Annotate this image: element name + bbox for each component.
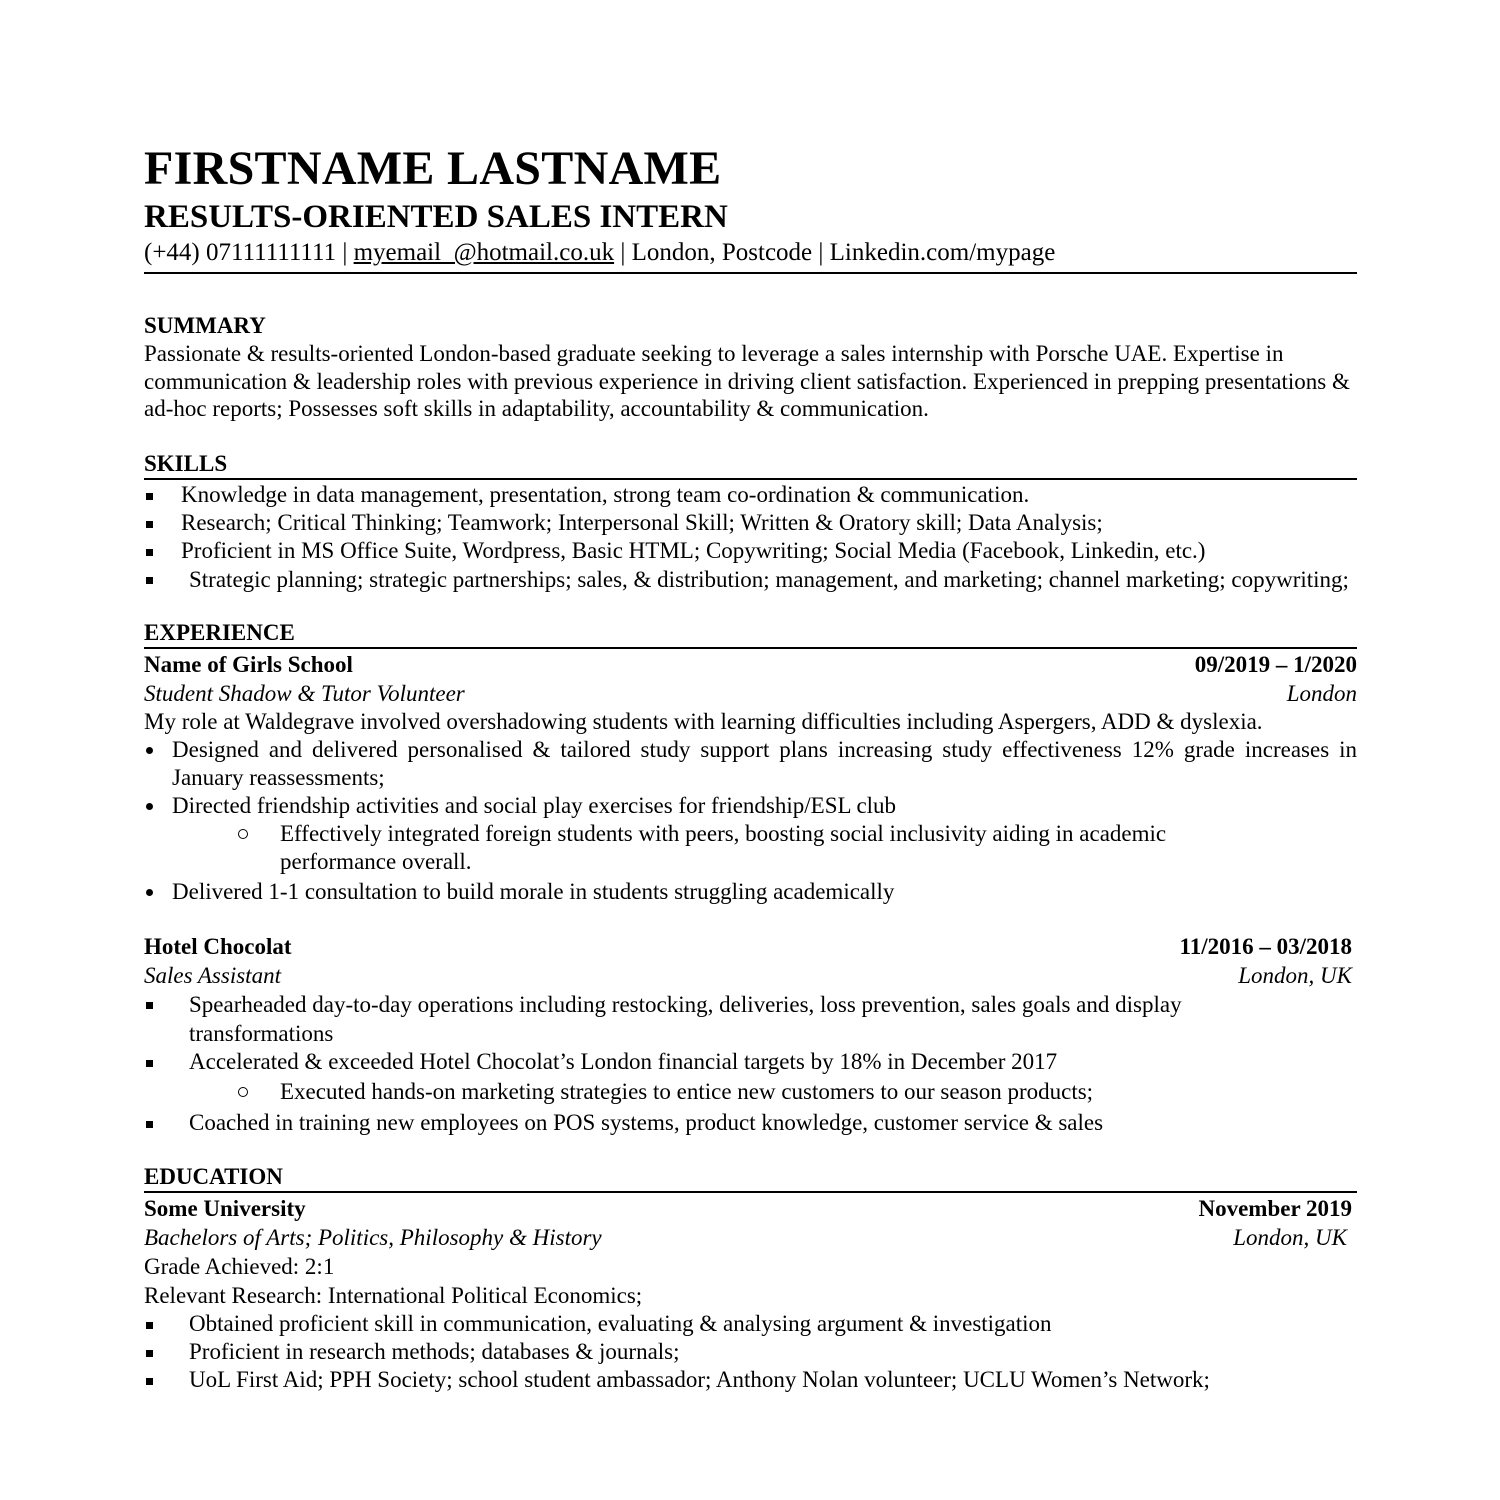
summary-heading: SUMMARY bbox=[144, 313, 266, 338]
job-bullets bbox=[144, 990, 1357, 1076]
graduation-date: November 2019 bbox=[1198, 1195, 1352, 1221]
job-role: Sales Assistant bbox=[144, 962, 281, 988]
skills-heading: SKILLS bbox=[144, 450, 1357, 480]
job-org: Name of Girls School bbox=[144, 651, 353, 677]
education-heading: EDUCATION bbox=[144, 1163, 1357, 1193]
list-item: Coached in training new employees on POS systems, product knowledge, customer service & sales bbox=[144, 1109, 1357, 1137]
list-item: Directed friendship activities and social play exercises for friendship/ESL club bbox=[144, 792, 1357, 820]
email-link[interactable]: myemail_@hotmail.co.uk bbox=[353, 239, 615, 266]
location: London, Postcode bbox=[631, 239, 813, 266]
job-bullets bbox=[144, 878, 1357, 906]
job-place: London, UK bbox=[1238, 962, 1352, 988]
list-item: Spearheaded day-to-day operations including restocking, deliveries, loss prevention, sales goals and display transformations bbox=[144, 990, 1357, 1048]
degree: Bachelors of Arts; Politics, Philosophy & History bbox=[144, 1224, 602, 1250]
list-item: Designed and delivered personalised & tailored study support plans increasing study effectiveness 12% grade increases in January reassessments; bbox=[144, 736, 1357, 792]
job-intro: My role at Waldegrave involved overshadowing students with learning difficulties including Aspergers, ADD & dyslexia. bbox=[144, 708, 1263, 734]
grade: Grade Achieved: 2:1 bbox=[144, 1253, 335, 1279]
list-item: Accelerated & exceeded Hotel Chocolat’s London financial targets by 18% in December 2017 bbox=[144, 1048, 1357, 1076]
job-dates: 09/2019 – 1/2020 bbox=[1194, 651, 1357, 677]
job-entry bbox=[144, 650, 1357, 906]
school-name: Some University bbox=[144, 1195, 306, 1221]
candidate-title: RESULTS-ORIENTED SALES INTERN bbox=[144, 199, 728, 235]
job-bullets bbox=[144, 736, 1357, 820]
job-place: London bbox=[1286, 680, 1357, 706]
education-bullets bbox=[144, 1310, 1357, 1394]
list-item: UoL First Aid; PPH Society; school student ambassador; Anthony Nolan volunteer; UCLU Women’s Network; bbox=[144, 1366, 1357, 1394]
list-item: Proficient in research methods; databases & journals; bbox=[144, 1338, 1357, 1366]
list-item: Research; Critical Thinking; Teamwork; Interpersonal Skill; Written & Oratory skill; Data Analysis; bbox=[144, 509, 1357, 537]
list-item: Obtained proficient skill in communication, evaluating & analysing argument & investigation bbox=[144, 1310, 1357, 1338]
job-header bbox=[144, 932, 1357, 961]
research: Relevant Research: International Political Economics; bbox=[144, 1282, 643, 1308]
skills-list bbox=[144, 481, 1357, 595]
experience-heading: EXPERIENCE bbox=[144, 619, 1357, 649]
list-item: Executed hands-on marketing strategies to entice new customers to our season products; bbox=[144, 1078, 1357, 1106]
contact-line: (+44) 07111111111 | myemail_@hotmail.co.uk | London, Postcode | Linkedin.com/mypage bbox=[144, 236, 1357, 274]
job-role: Student Shadow & Tutor Volunteer bbox=[144, 680, 465, 706]
education-entry bbox=[144, 1194, 1357, 1394]
job-subheader bbox=[144, 961, 1357, 990]
phone: (+44) 07111111111 bbox=[144, 239, 337, 266]
school-place: London, UK bbox=[1233, 1224, 1347, 1250]
job-header bbox=[144, 650, 1357, 679]
job-entry bbox=[144, 932, 1357, 1137]
job-dates: 11/2016 – 03/2018 bbox=[1179, 933, 1352, 959]
education-subheader bbox=[144, 1223, 1357, 1252]
list-item: Effectively integrated foreign students with peers, boosting social inclusivity aiding in academic performance overall. bbox=[144, 820, 1357, 876]
job-bullets bbox=[144, 1109, 1357, 1137]
linkedin-link[interactable]: Linkedin.com/mypage bbox=[829, 239, 1056, 266]
summary-text: Passionate & results-oriented London-based graduate seeking to leverage a sales internship with Porsche UAE. Expertise in communication & leadership roles with previous experience in driving client satisfaction. Experienced in prepping presentations & ad-hoc reports; Possesses soft skills in adaptability, accountability & communication. bbox=[144, 341, 1350, 421]
job-sub-bullets bbox=[144, 820, 1357, 876]
list-item: Proficient in MS Office Suite, Wordpress, Basic HTML; Copywriting; Social Media (Facebook, Linkedin, etc.) bbox=[144, 537, 1357, 565]
list-item: Delivered 1-1 consultation to build morale in students struggling academically bbox=[144, 878, 1357, 906]
job-subheader bbox=[144, 679, 1357, 708]
education-header bbox=[144, 1194, 1357, 1223]
list-item: Knowledge in data management, presentation, strong team co-ordination & communication. bbox=[144, 481, 1357, 509]
job-sub-bullets bbox=[144, 1078, 1357, 1106]
job-org: Hotel Chocolat bbox=[144, 933, 292, 959]
resume-content bbox=[144, 140, 1357, 1394]
candidate-name: FIRSTNAME LASTNAME bbox=[144, 142, 722, 195]
list-item: Strategic planning; strategic partnerships; sales, & distribution; management, and marketing; channel marketing; copywriting; bbox=[144, 565, 1357, 595]
